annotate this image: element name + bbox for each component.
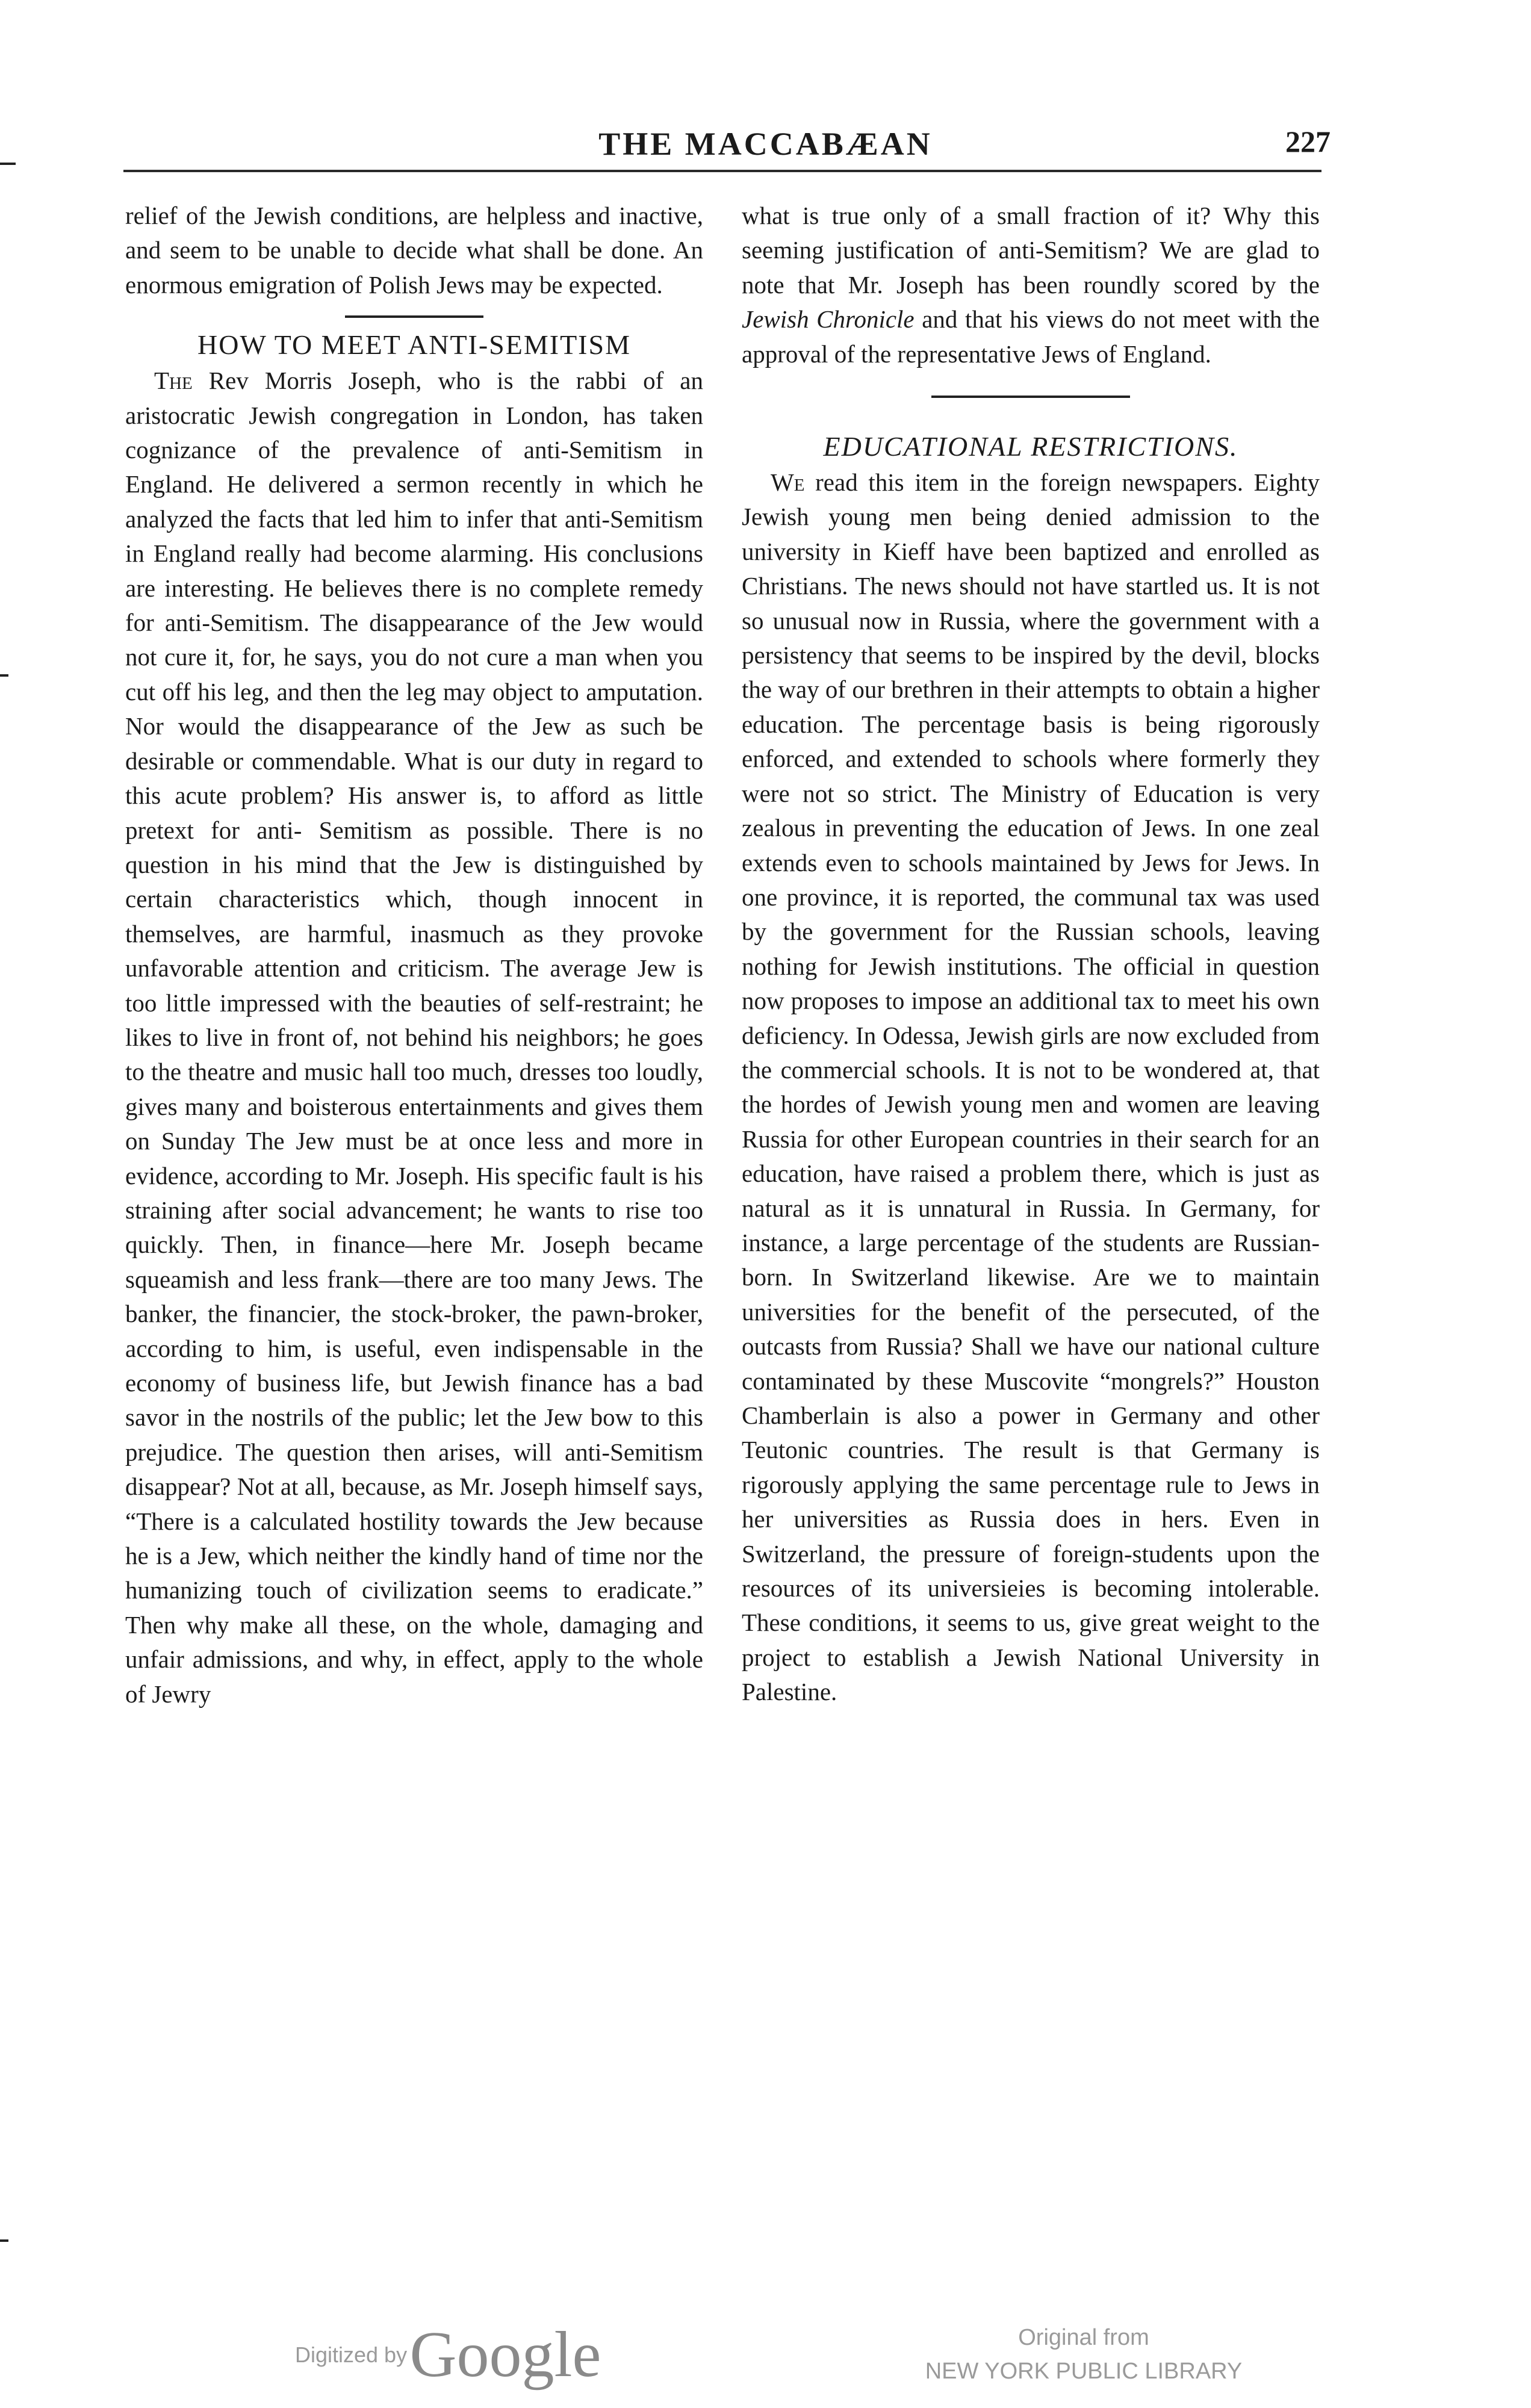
section-heading-anti-semitism: HOW TO MEET ANTI-SEMITISM xyxy=(197,329,631,361)
publication-reference: Jewish Chronicle xyxy=(742,305,915,334)
article-body: Rev Morris Joseph, who is the rabbi of an aristocratic Jewish congregation in London, has taken cognizance of the prevalence of anti-Semitism in England. He delivered a sermon recently in which he analyzed the facts that led him to infer that anti-Semitism in England really had become alarming. His conclusions are interesting. He believes there is no complete remedy for anti-Semitism. The disappearance of the Jew would not cure it, for, he says, you do not cure a man when you cut off his leg, and then the leg may object to amputation. Nor would the disappearance of the Jew as such be desirable or commendable. What is our duty in regard to this acute problem? His answer is, to afford as little pretext for anti- Semitism as possible. There is no question in his mind that the Jew is distinguished by certain characteristics which, though innocent in themselves, are harmful, inasmuch as they provoke unfavorable attention and criticism. The average Jew is too little impressed with the beauties of self-restraint; he likes to live in front of, not behind his neighbors; he goes to the theatre and music hall too much, dresses too loudly, gives many and boisterous entertainments and gives them on Sunday The Jew must be at once less and more in evidence, according to Mr. Joseph. His specific fault is his straining after social advancement; he wants to rise too quickly. Then, in finance—here Mr. Joseph became squeamish and less frank—there are too many Jews. The banker, the financier, the stock-broker, the pawn-broker, according to him, is useful, even indispensable in the economy of business life, but Jewish finance has a bad savor in the nostrils of the public; let the Jew bow to this prejudice. The question then arises, will anti-Semitism disappear? Not at all, because, as Mr. Joseph himself says, “There is a calculated hostility towards the Jew because he is a Jew, which neither the kindly hand of time nor the humanizing touch of civilization seems to eradicate.” Then why make all these, on the whole, damaging and unfair admissions, and why, in effect, apply to the whole of Jewry xyxy=(125,367,704,1708)
article-lead-word: The xyxy=(154,367,193,395)
article-lead-word: We xyxy=(771,468,805,497)
google-logo: Google xyxy=(409,2319,601,2391)
section-divider xyxy=(931,396,1130,398)
article-anti-semitism xyxy=(125,364,703,1711)
library-name: NEW YORK PUBLIC LIBRARY xyxy=(925,2359,1243,2384)
left-column xyxy=(125,199,703,1711)
section-divider xyxy=(345,315,483,318)
margin-tick xyxy=(0,2239,8,2242)
margin-tick xyxy=(0,163,16,165)
article-body: read this item in the foreign newspapers. Eighty Jewish young men being denied admission to the university in Kieff have been baptized and enrolled as Christians. The news should not have startled us. It is not so unusual now in Russia, where the government with a persistency that seems to be inspired by the devil, blocks the way of our brethren in their attempts to obtain a higher education. The percentage basis is being rigorously enforced, and extended to schools where formerly they were not so strict. The Ministry of Education is very zealous in preventing the education of Jews. In one zeal extends even to schools maintained by Jews for Jews. In one province, it is reported, the communal tax was used by the government for the Russian schools, leaving nothing for Jewish institutions. The official in question now proposes to impose an additional tax to meet his own deficiency. In Odessa, Jewish girls are now excluded from the commercial schools. It is not to be wondered at, that the hordes of Jewish young men and women are leaving Russia for other European countries in their search for an education, have raised a problem there, which is just as natural as it is unnatural in Russia. In Germany, for instance, a large percentage of the students are Russian-born. In Switzerland likewise. Are we to maintain universities for the benefit of the persecuted, of the outcasts from Russia? Shall we have our national culture contaminated by these Muscovite “mongrels?” Houston Chamberlain is also a power in Germany and other Teutonic countries. The result is that Germany is rigorously applying the same percentage rule to Jews in her universities as Russia does in hers. Even in Switzerland, the pressure of foreign-students upon the resources of its universieies is becoming intolerable. These conditions, it seems to us, give great weight to the project to establish a Jewish National University in Palestine. xyxy=(742,468,1320,1706)
continuation-paragraph xyxy=(742,199,1320,371)
right-column xyxy=(742,199,1320,1710)
continuation-text: what is true only of a small fraction of it? Why this seeming justification of anti-Semitism? We are glad to note that Mr. Joseph has been roundly scored by the xyxy=(742,202,1320,299)
digitized-prefix: Digitized by xyxy=(295,2342,408,2367)
running-header-title: THE MACCABÆAN xyxy=(598,126,933,162)
page-number: 227 xyxy=(1285,125,1331,158)
margin-tick xyxy=(0,674,8,677)
original-source-watermark xyxy=(873,2321,1294,2388)
digitized-by-watermark xyxy=(295,2318,632,2392)
original-from-label: Original from xyxy=(1018,2325,1149,2350)
article-educational-restrictions xyxy=(742,465,1320,1710)
intro-paragraph: relief of the Jewish conditions, are helpless and inactive, and seem to be unable to decide what shall be done. An enormous emigration of Polish Jews may be expected. xyxy=(125,202,703,299)
section-heading-educational-restrictions: EDUCATIONAL RESTRICTIONS. xyxy=(823,431,1238,462)
header-rule xyxy=(123,170,1321,172)
continuation-tail: and that his views do not meet with the approval of the representative Jews of England. xyxy=(742,305,1320,368)
